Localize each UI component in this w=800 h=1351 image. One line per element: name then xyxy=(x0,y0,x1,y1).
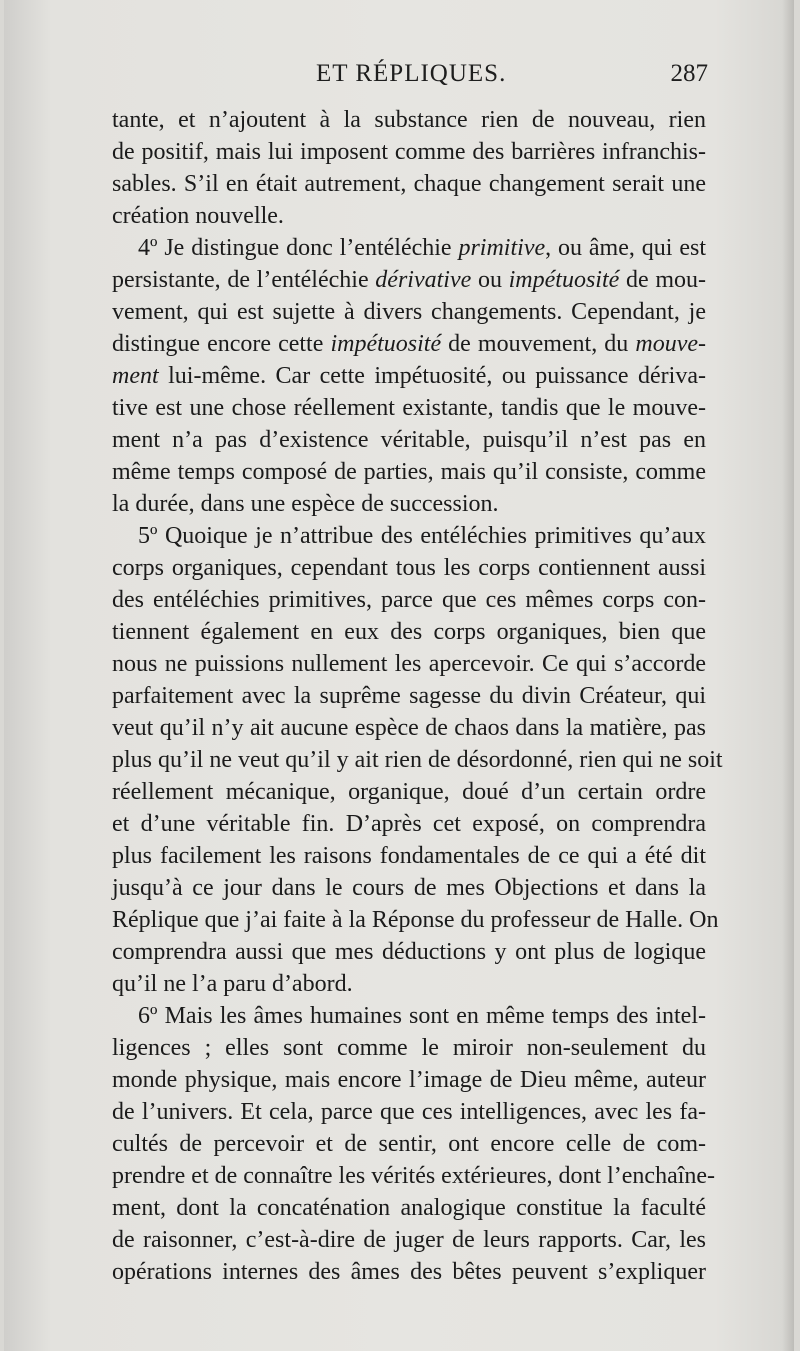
text-segment: de l’univers. Et cela, parce que ces intelligences, avec les fa- xyxy=(112,1099,706,1125)
text-line xyxy=(112,680,706,712)
text-segment: prendre et de connaître les vérités extérieures, dont l’enchaîne- xyxy=(112,1163,716,1189)
text-segment: ligences ; elles sont comme le miroir non-seulement du xyxy=(112,1035,706,1061)
text-line xyxy=(112,552,706,584)
text-segment: distingue encore cette xyxy=(112,331,331,357)
text-segment: monde physique, mais encore l’image de Dieu même, auteur xyxy=(112,1067,706,1093)
text-line xyxy=(112,744,723,776)
text-segment: des entéléchies primitives, parce que ces mêmes corps con- xyxy=(112,587,706,613)
text-segment: cultés de percevoir et de sentir, ont encore celle de com- xyxy=(112,1131,706,1157)
text-segment: et d’une véritable fin. D’après cet exposé, on comprendra xyxy=(112,811,706,837)
text-segment: de mouvement, du xyxy=(441,331,636,357)
text-line xyxy=(112,1224,706,1256)
text-line xyxy=(112,872,706,904)
text-line xyxy=(112,456,706,488)
text-segment: jusqu’à ce jour dans le cours de mes Objections et dans la xyxy=(112,875,706,901)
text-line xyxy=(112,584,706,616)
text-line xyxy=(112,296,706,328)
text-segment: même temps composé de parties, mais qu’il consiste, comme xyxy=(112,459,706,485)
text-segment: création nouvelle. xyxy=(112,203,284,229)
text-segment: tiennent également en eux des corps organiques, bien que xyxy=(112,619,706,645)
text-line xyxy=(112,232,706,264)
book-page xyxy=(4,0,794,1351)
text-segment: 4º Je distingue donc l’entéléchie xyxy=(138,235,459,261)
text-segment: 6º Mais les âmes humaines sont en même temps des intel- xyxy=(138,1003,706,1029)
italic-text: dérivative xyxy=(375,267,472,293)
text-line xyxy=(112,1160,716,1192)
text-segment: veut qu’il n’y ait aucune espèce de chaos dans la matière, pas xyxy=(112,715,706,741)
text-line xyxy=(112,488,706,520)
text-segment: qu’il ne l’a paru d’abord. xyxy=(112,971,353,997)
text-line xyxy=(112,936,706,968)
text-segment: la durée, dans une espèce de succession. xyxy=(112,491,499,517)
text-segment: persistante, de l’entéléchie xyxy=(112,267,376,293)
italic-text: impétuosité xyxy=(330,331,442,357)
text-line xyxy=(112,1256,706,1288)
running-head: ET RÉPLIQUES. xyxy=(316,60,507,87)
italic-text: ment xyxy=(112,363,159,389)
text-segment: lui-même. Car cette impétuosité, ou puissance dériva- xyxy=(158,363,706,389)
text-line xyxy=(112,616,706,648)
text-segment: sables. S’il en était autrement, chaque changement serait une xyxy=(112,171,706,197)
text-line xyxy=(112,264,706,296)
text-segment: plus facilement les raisons fondamentales de ce qui a été dit xyxy=(112,843,706,869)
text-segment: ment n’a pas d’existence véritable, puisqu’il n’est pas en xyxy=(112,427,706,453)
text-line xyxy=(112,168,706,200)
text-line xyxy=(112,808,706,840)
text-line xyxy=(112,424,706,456)
text-line xyxy=(112,1096,706,1128)
text-segment: tive est une chose réellement existante, tandis que le mouve- xyxy=(112,395,706,421)
text-segment: parfaitement avec la suprême sagesse du divin Créateur, qui xyxy=(112,683,706,709)
text-line xyxy=(112,1000,706,1032)
text-segment: plus qu’il ne veut qu’il y ait rien de désordonné, rien qui ne soit xyxy=(112,747,723,773)
text-segment: vement, qui est sujette à divers changements. Cependant, je xyxy=(112,299,706,325)
body-text xyxy=(112,104,723,1288)
text-line xyxy=(112,392,706,424)
text-line xyxy=(112,776,706,808)
text-line xyxy=(112,328,706,360)
text-line xyxy=(112,104,706,136)
text-segment: nous ne puissions nullement les apercevoir. Ce qui s’accorde xyxy=(112,651,706,677)
text-segment: réellement mécanique, organique, doué d’un certain ordre xyxy=(112,779,706,805)
text-segment: Réplique que j’ai faite à la Réponse du professeur de Halle. On xyxy=(112,907,719,933)
page-number: 287 xyxy=(670,60,708,87)
text-segment: opérations internes des âmes des bêtes peuvent s’expliquer xyxy=(112,1259,706,1285)
page-header xyxy=(112,58,712,92)
text-line xyxy=(112,904,719,936)
text-segment: comprendra aussi que mes déductions y ont plus de logique xyxy=(112,939,706,965)
text-line xyxy=(112,648,706,680)
text-line xyxy=(112,520,706,552)
text-segment: de raisonner, c’est-à-dire de juger de leurs rapports. Car, les xyxy=(112,1227,706,1253)
text-line xyxy=(112,712,706,744)
text-line xyxy=(112,1128,706,1160)
text-line xyxy=(112,360,706,392)
text-line xyxy=(112,968,706,1000)
text-segment: tante, et n’ajoutent à la substance rien de nouveau, rien xyxy=(112,107,706,133)
italic-text: impétuosité xyxy=(508,267,620,293)
text-segment: , ou âme, qui est xyxy=(545,235,706,261)
text-segment: corps organiques, cependant tous les corps contiennent aussi xyxy=(112,555,706,581)
page-edge xyxy=(782,0,794,1351)
text-line xyxy=(112,200,706,232)
italic-text: mouve- xyxy=(635,331,706,357)
text-line xyxy=(112,840,706,872)
text-segment: ou xyxy=(471,267,509,293)
text-line xyxy=(112,1064,706,1096)
text-line xyxy=(112,136,706,168)
text-line xyxy=(112,1192,706,1224)
italic-text: primitive xyxy=(458,235,546,261)
text-segment: 5º Quoique je n’attribue des entéléchies primitives qu’aux xyxy=(138,523,706,549)
text-segment: de mou- xyxy=(619,267,706,293)
text-segment: ment, dont la concaténation analogique constitue la faculté xyxy=(112,1195,706,1221)
text-line xyxy=(112,1032,706,1064)
text-segment: de positif, mais lui imposent comme des barrières infranchis- xyxy=(112,139,706,165)
